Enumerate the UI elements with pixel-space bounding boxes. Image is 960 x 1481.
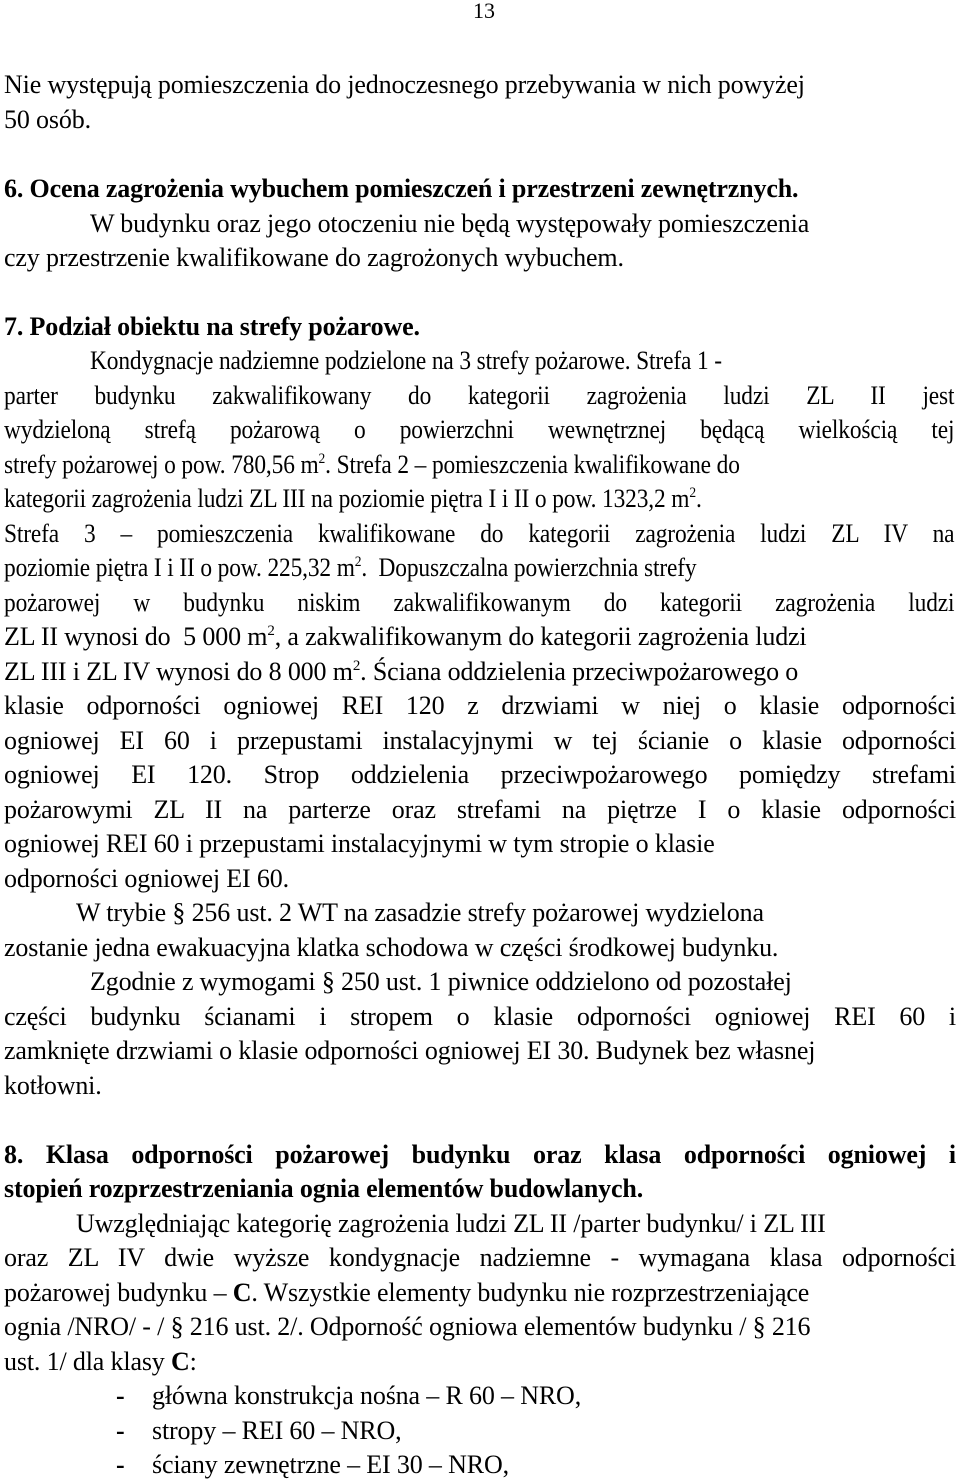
section-8-heading: stopień rozprzestrzeniania ognia elementów budowlanych. (4, 1174, 644, 1203)
section-7-line: ZL II wynosi do 5 000 $m^2$, a zakwalifikowanym do kategorii zagrożenia ludzi (4, 622, 807, 651)
intro-line: 50 osób. (4, 105, 91, 134)
list-item: - główna konstrukcja nośna – R 60 – NRO, (116, 1381, 582, 1410)
section-7-line: klasie odporności ogniowej REI 120 z drzwiami w niej o klasie odporności (4, 691, 956, 720)
section-7-line: Zgodnie z wymogami § 250 ust. 1 piwnice oddzielono od pozostałej (90, 967, 792, 996)
section-8-line: Uwzględniając kategorię zagrożenia ludzi ZL II /parter budynku/ i ZL III (76, 1209, 826, 1238)
superscript-2: 2 (354, 554, 362, 570)
section-8-heading: 8. Klasa odporności pożarowej budynku oraz klasa odporności ogniowej i (4, 1140, 956, 1169)
superscript-2: 2 (318, 451, 326, 467)
section-7-line: poziomie piętra I i II o pow. 225,32 $m^2$. Dopuszczalna powierzchnia strefy (4, 553, 697, 582)
superscript-2: 2 (689, 485, 696, 501)
section-7-line: zostanie jedna ewakuacyjna klatka schodowa w części środkowej budynku. (4, 933, 779, 962)
superscript-2: 2 (352, 658, 361, 674)
section-7-line: ogniowej REI 60 i przepustami instalacyjnymi w tym stropie o klasie (4, 829, 715, 858)
section-6-line: W budynku oraz jego otoczeniu nie będą występowały pomieszczenia (90, 209, 810, 238)
intro-line: Nie występują pomieszczenia do jednoczesnego przebywania w nich powyżej (4, 70, 805, 99)
section-7-line: parter budynku zakwalifikowany do kategorii zagrożenia ludzi ZL II jest (4, 381, 955, 410)
page-number: 13 (473, 0, 495, 23)
section-7-line: strefy pożarowej o pow. 780,56 $m^2$. Strefa 2 – pomieszczenia kwalifikowane do (4, 450, 740, 479)
list-item: - stropy – REI 60 – NRO, (116, 1416, 402, 1445)
section-7-line: kategorii zagrożenia ludzi ZL III na poziomie piętra I i II o pow. 1323,2 $m^2$. (4, 484, 702, 513)
section-7-line: Kondygnacje nadziemne podzielone na 3 strefy pożarowe. Strefa 1 - (90, 346, 722, 375)
section-7-line: W trybie § 256 ust. 2 WT na zasadzie strefy pożarowej wydzielona (76, 898, 764, 927)
section-7-line: ogniowej EI 120. Strop oddzielenia przeciwpożarowego pomiędzy strefami (4, 760, 956, 789)
section-7-line: ZL III i ZL IV wynosi do 8 000 $m^2$. Ściana oddzielenia przeciwpożarowego o (4, 657, 799, 686)
section-7-line: ogniowej EI 60 i przepustami instalacyjnymi w tej ścianie o klasie odporności (4, 726, 956, 755)
section-8-line: ognia /NRO/ - / § 216 ust. 2/. Odporność ogniowa elementów budynku / § 216 (4, 1312, 811, 1341)
section-7-line: Strefa 3 – pomieszczenia kwalifikowane do kategorii zagrożenia ludzi ZL IV na (4, 519, 955, 548)
section-7-line: pożarowej w budynku niskim zakwalifikowanym do kategorii zagrożenia ludzi (4, 588, 955, 617)
section-7-line: pożarowymi ZL II na parterze oraz strefami na piętrze I o klasie odporności (4, 795, 956, 824)
section-8-line: oraz ZL IV dwie wyższe kondygnacje nadziemne - wymagana klasa odporności (4, 1243, 956, 1272)
list-item: - ściany zewnętrzne – EI 30 – NRO, (116, 1450, 509, 1479)
section-8-line: pożarowej budynku – C. Wszystkie elementy budynku nie rozprzestrzeniające (4, 1278, 810, 1307)
section-7-line: zamknięte drzwiami o klasie odporności ogniowej EI 30. Budynek bez własnej (4, 1036, 816, 1065)
section-8-line: ust. 1/ dla klasy C: (4, 1347, 197, 1376)
section-7-line: wydzieloną strefą pożarową o powierzchni wewnętrznej będącą wielkością tej (4, 415, 955, 444)
superscript-2: 2 (267, 623, 275, 639)
section-7-line: odporności ogniowej EI 60. (4, 864, 289, 893)
section-7-heading: 7. Podział obiektu na strefy pożarowe. (4, 312, 420, 341)
section-7-line: kotłowni. (4, 1071, 102, 1100)
section-6-line: czy przestrzenie kwalifikowane do zagrożonych wybuchem. (4, 243, 624, 272)
section-6-heading: 6. Ocena zagrożenia wybuchem pomieszczeń i przestrzeni zewnętrznych. (4, 174, 799, 203)
section-7-line: części budynku ścianami i stropem o klasie odporności ogniowej REI 60 i (4, 1002, 956, 1031)
